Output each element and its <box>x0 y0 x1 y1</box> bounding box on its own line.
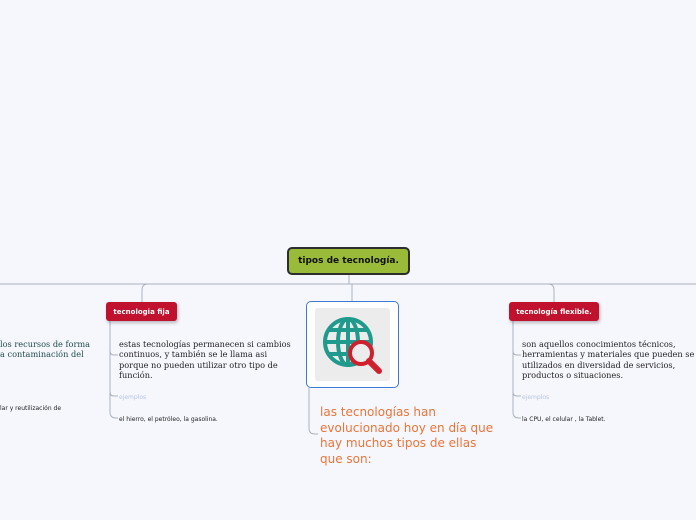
center-description[interactable]: las tecnologías han evolucionado hoy en día que hay muchos tipos de ellas que son: <box>320 405 494 466</box>
root-node[interactable] <box>287 247 410 275</box>
topic-label: tecnologia fija <box>113 307 170 316</box>
image-frame <box>315 308 390 381</box>
description-flexible[interactable]: son aquellos conocimientos técnicos, herramientas y materiales que pueden se utilizados en diversidad de servicios, productos o situaciones. <box>522 339 695 381</box>
description-far-left[interactable] <box>0 339 90 360</box>
examples-label-flexible[interactable]: ejemplos <box>522 394 550 401</box>
topic-tecnologia-flexible[interactable] <box>509 302 599 321</box>
topic-label: tecnología flexible. <box>516 307 592 316</box>
globe-search-icon <box>315 308 390 381</box>
examples-far-left[interactable]: lar y reutilización de <box>0 405 62 412</box>
root-label: tipos de tecnología. <box>298 256 399 266</box>
far-left-line-1: los recursos de forma <box>0 339 91 349</box>
topic-tecnologia-fija[interactable] <box>106 302 177 321</box>
examples-flexible[interactable]: la CPU, el celular , la Tablet. <box>522 416 606 423</box>
far-left-line-2: a contaminación del <box>0 349 84 360</box>
examples-fija[interactable]: el hierro, el petróleo, la gasolina. <box>119 416 218 423</box>
description-fija[interactable]: estas tecnologías permanecen si cambios continuos, y también se le llama asi porque no pueden utilizar otro tipo de función. <box>119 339 291 381</box>
examples-label-fija[interactable]: ejemplos <box>119 394 147 401</box>
image-node[interactable] <box>306 301 399 388</box>
